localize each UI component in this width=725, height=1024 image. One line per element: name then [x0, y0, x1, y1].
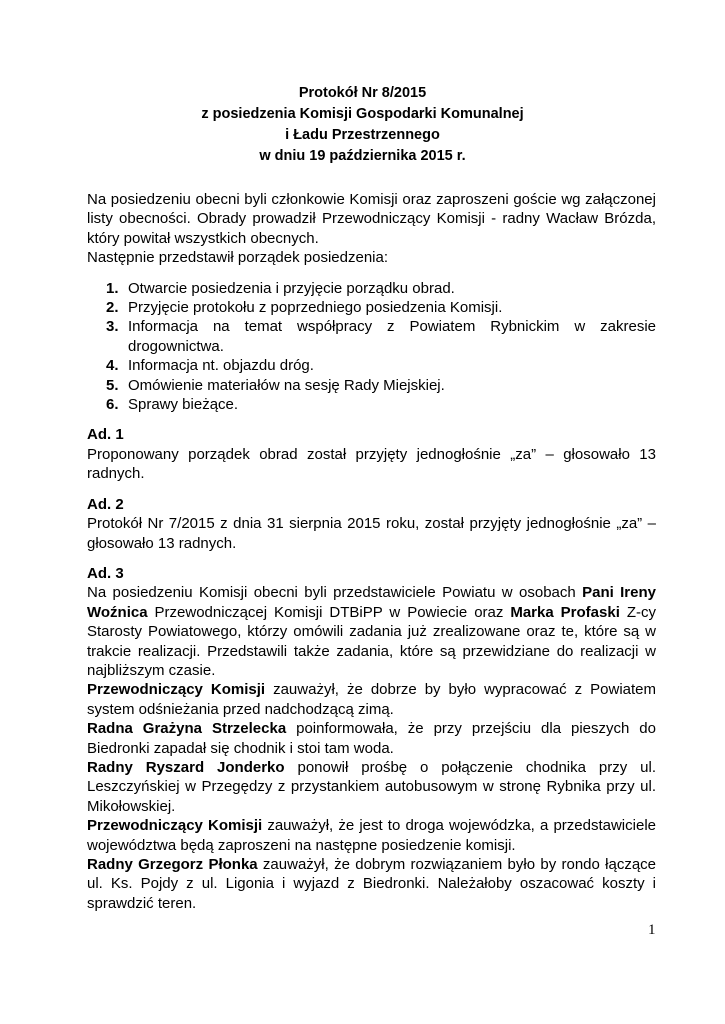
- document-body: [87, 190, 656, 913]
- agenda-text: Informacja na temat współpracy z Powiatem Rybnickim w zakresie drogownictwa.: [128, 318, 656, 355]
- agenda-item: [87, 298, 656, 317]
- speaker-name: Radny Grzegorz Płonka: [87, 856, 258, 873]
- agenda-number: 6.: [106, 396, 119, 414]
- ad1-text: Proponowany porządek obrad został przyjęty jednogłośnie „za” – głosowało 13 radnych.: [87, 445, 656, 483]
- ad3-paragraph-2: [87, 680, 656, 719]
- agenda-item: [87, 376, 656, 395]
- speaker-name: Przewodniczący Komisji: [87, 681, 266, 699]
- title-line-4: w dniu 19 października 2015 r.: [259, 148, 466, 164]
- agenda-item: [87, 356, 656, 375]
- title-line-1: Protokół Nr 8/2015: [298, 85, 427, 101]
- agenda-number: 1.: [106, 279, 119, 297]
- title-line-2: z posiedzenia Komisji Gospodarki Komunalnej: [201, 106, 524, 122]
- ad2-heading: Ad. 2: [87, 495, 124, 513]
- page-number: 1: [648, 922, 656, 938]
- ad3-text: poinformowała, że przy przejściu dla pieszych do Biedronki zapadał się chodnik i stoi tam woda.: [87, 720, 656, 757]
- speaker-name: Pani Ireny Woźnica: [87, 584, 656, 621]
- ad3-paragraph-5: [87, 816, 656, 855]
- agenda-list: [87, 279, 656, 415]
- speaker-name: Przewodniczący Komisji: [87, 817, 263, 835]
- agenda-text: Sprawy bieżące.: [128, 396, 239, 414]
- agenda-number: 4.: [106, 357, 119, 375]
- ad1-heading: Ad. 1: [87, 426, 124, 444]
- agenda-number: 5.: [106, 376, 119, 394]
- agenda-item: [87, 317, 656, 356]
- document-title: [0, 83, 725, 167]
- ad3-paragraph-1: [87, 583, 656, 680]
- ad3-text: Na posiedzeniu Komisji obecni byli przedstawiciele Powiatu w osobach: [87, 584, 583, 602]
- ad3-text: Z-cy Starosty Powiatowego, którzy omówili zadania już zrealizowane oraz te, które są w trakcie realizacji. Przedstawili także zadania, które są przewidziane do realizacji w najbliższym czasie.: [87, 603, 656, 679]
- speaker-name: Radny Ryszard Jonderko: [87, 758, 285, 776]
- ad3-text: zauważył, że dobrze by było wypracować z Powiatem system odśnieżania przed nadchodzącą zimą.: [87, 681, 656, 718]
- speaker-name: Radna Grażyna Strzelecka: [87, 720, 287, 738]
- agenda-text: Przyjęcie protokołu z poprzedniego posiedzenia Komisji.: [128, 299, 503, 317]
- agenda-intro: Następnie przedstawił porządek posiedzenia:: [87, 249, 389, 267]
- ad3-paragraph-6: [87, 855, 656, 913]
- agenda-number: 3.: [106, 318, 119, 336]
- title-line-3: i Ładu Przestrzennego: [285, 127, 440, 143]
- ad2-text: Protokół Nr 7/2015 z dnia 31 sierpnia 2015 roku, został przyjęty jednogłośnie „za” – głosowało 13 radnych.: [87, 515, 656, 552]
- intro-paragraph: Na posiedzeniu obecni byli członkowie Komisji oraz zaproszeni goście wg załączonej listy obecności. Obrady prowadził Przewodniczący Komisji - radny Wacław Brózda, który powitał wszystkich obecnych.: [87, 191, 656, 247]
- ad3-text: zauważył, że dobrym rozwiązaniem było by rondo łączące ul. Ks. Pojdy z ul. Ligonia i wyjazd z Biedronki. Należałoby oszacować koszty i sprawdzić teren.: [87, 856, 657, 912]
- agenda-item: [87, 395, 656, 414]
- ad3-paragraph-4: [87, 758, 656, 816]
- speaker-name: Marka Profaski: [510, 603, 620, 621]
- ad3-text: Przewodniczącej Komisji DTBiPP w Powiecie oraz: [147, 603, 511, 621]
- agenda-text: Informacja nt. objazdu dróg.: [128, 357, 314, 375]
- ad3-text: zauważył, że jest to droga wojewódzka, a przedstawiciele województwa będą zaproszeni na następne posiedzenie komisji.: [87, 817, 656, 854]
- ad3-paragraph-3: [87, 719, 656, 758]
- agenda-text: Otwarcie posiedzenia i przyjęcie porządku obrad.: [128, 279, 455, 297]
- agenda-number: 2.: [106, 299, 119, 317]
- ad3-text: ponowił prośbę o połączenie chodnika przy ul. Leszczyńskiej w Przegędzy z przystankiem autobusowym w stronę Rybnika przy ul. Mikołowskiej.: [87, 758, 656, 815]
- agenda-item: [87, 279, 656, 298]
- ad3-heading: Ad. 3: [87, 564, 124, 582]
- agenda-text: Omówienie materiałów na sesję Rady Miejskiej.: [128, 376, 445, 394]
